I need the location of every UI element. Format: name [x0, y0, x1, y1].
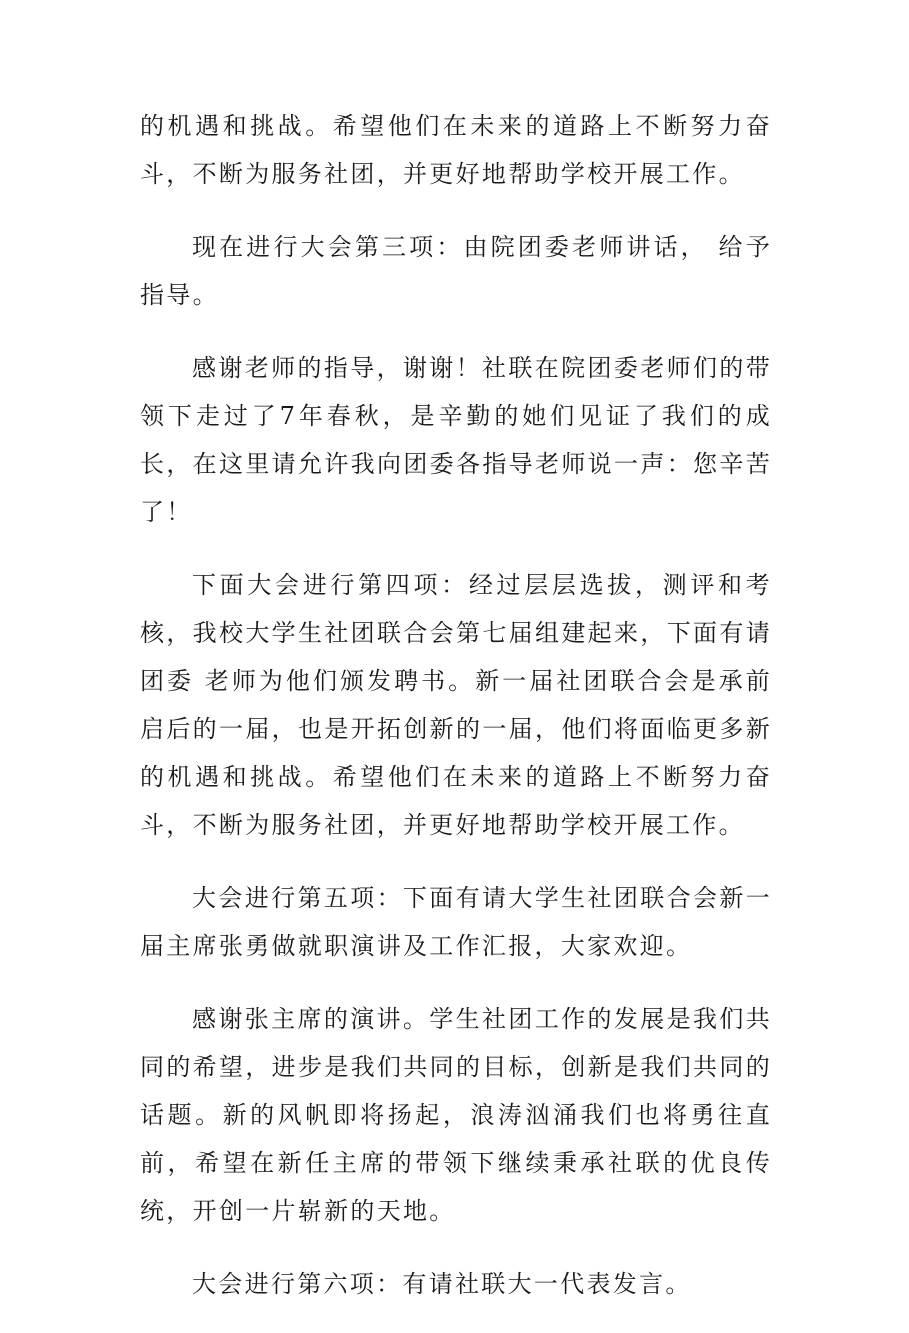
paragraph-item-four: 下面大会进行第四项：经过层层选拔，测评和考核，我校大学生社团联合会第七届组建起来，下面有请团委 老师为他们颁发聘书。新一届社团联合会是承前启后的一届，也是开拓创新的一届，他们将面临更多新的机遇和挑战。希望他们在未来的道路上不断努力奋斗，不断为服务社团，并更好地帮助学校开展工作。 — [140, 571, 772, 839]
paragraph-item-five: 大会进行第五项：下面有请大学生社团联合会新一届主席张勇做就职演讲及工作汇报，大家欢迎。 — [140, 884, 772, 960]
paragraph-thanks-chairman: 感谢张主席的演讲。学生社团工作的发展是我们共同的希望，进步是我们共同的目标，创新是我们共同的话题。新的风帆即将扬起，浪涛汹涌我们也将勇往直前，希望在新任主席的带领下继续秉承社联的优良传统，开创一片崭新的天地。 — [140, 1005, 772, 1225]
paragraph-item-six: 大会进行第六项：有请社联大一代表发言。 — [192, 1270, 692, 1298]
document-body — [140, 102, 772, 1333]
paragraph-item-three: 现在进行大会第三项：由院团委老师讲话， 给予指导。 — [140, 233, 772, 309]
paragraph-thanks-teachers: 感谢老师的指导，谢谢！社联在院团委老师们的带领下走过了7年春秋，是辛勤的她们见证了我们的成长，在这里请允许我向团委各指导老师说一声：您辛苦了！ — [140, 354, 772, 526]
paragraph-continued: 的机遇和挑战。希望他们在未来的道路上不断努力奋斗，不断为服务社团，并更好地帮助学校开展工作。 — [140, 112, 772, 188]
